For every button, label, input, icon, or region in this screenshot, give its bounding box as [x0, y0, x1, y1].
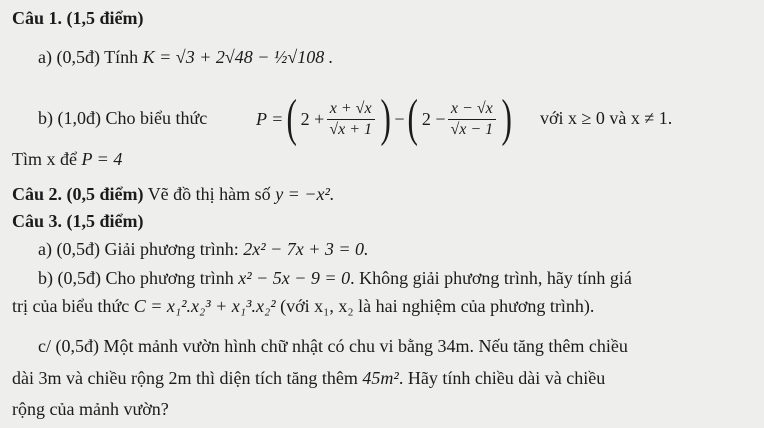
question-3c-line2b: . Hãy tính chiều dài và chiều [398, 368, 606, 388]
question-1a-points: (0,5đ) Tính [56, 47, 139, 67]
question-3c-line2 [12, 367, 605, 389]
question-3b-label: b) [38, 268, 53, 288]
question-3b-text2: . Không giải phương trình, hãy tính giá [350, 268, 632, 288]
question-3a [38, 238, 369, 260]
question-2-formula: y = −x². [275, 184, 335, 204]
question-3b-line1 [38, 267, 632, 289]
question-2 [12, 183, 334, 205]
question-3c-line2a: dài 3m và chiều rộng 2m thì diện tích tăng thêm [12, 368, 358, 388]
question-3c-line3: rộng của mảnh vườn? [12, 399, 169, 419]
question-1b-condition: với x ≥ 0 và x ≠ 1. [540, 108, 673, 128]
question-1a-formula: K = √3 + 2√48 − ½√108 . [142, 47, 334, 67]
question-3b-text1: (0,5đ) Cho phương trình [57, 268, 234, 288]
question-1b-find-text: Tìm x để [12, 149, 77, 169]
question-1b-points: (1,0đ) Cho biểu thức [57, 108, 208, 128]
question-2-text: Vẽ đồ thị hàm số [147, 184, 271, 204]
question-3b-line2-end: (với x₁, x₂ là hai nghiệm của phương trình). [280, 296, 595, 316]
question-1b-find [12, 148, 122, 170]
question-1-title: Câu 1. (1,5 điểm) [12, 8, 144, 28]
question-1b-find-eq: P = 4 [81, 149, 123, 169]
question-3c-area: 45m² [362, 368, 399, 388]
question-2-title: Câu 2. (0,5 điểm) [12, 184, 144, 204]
question-3b-expression: C = x₁².x₂³ + x₁³.x₂² [133, 296, 276, 316]
left-paren: ( [286, 90, 298, 147]
question-3c-line1: c/ (0,5đ) Một mảnh vườn hình chữ nhật có chu vi bằng 34m. Nếu tăng thêm chiều [38, 336, 628, 356]
question-1a [38, 46, 333, 68]
question-3a-formula: 2x² − 7x + 3 = 0. [243, 239, 369, 259]
question-3a-text: (0,5đ) Giải phương trình: [56, 239, 239, 259]
question-3-title: Câu 3. (1,5 điểm) [12, 211, 144, 231]
fraction-2: $\frac{x - √x}{√x - 1}$ [447, 99, 496, 140]
question-3b-equation: x² − 5x − 9 = 0 [238, 268, 351, 288]
question-1a-label: a) [38, 47, 52, 67]
question-3b-line2 [12, 295, 594, 317]
question-3a-label: a) [38, 239, 52, 259]
question-1b-prefix [38, 107, 207, 129]
expression-P: P = ( 2 + $\frac{x + √x}{√x + 1}$ ) − ( 2 − $\frac{x - √x}{√x - 1}$ ) [256, 90, 513, 147]
fraction-1: $\frac{x + √x}{√x + 1}$ [326, 99, 375, 140]
question-1b-label: b) [38, 108, 53, 128]
question-3b-line2-start: trị của biểu thức [12, 296, 130, 316]
